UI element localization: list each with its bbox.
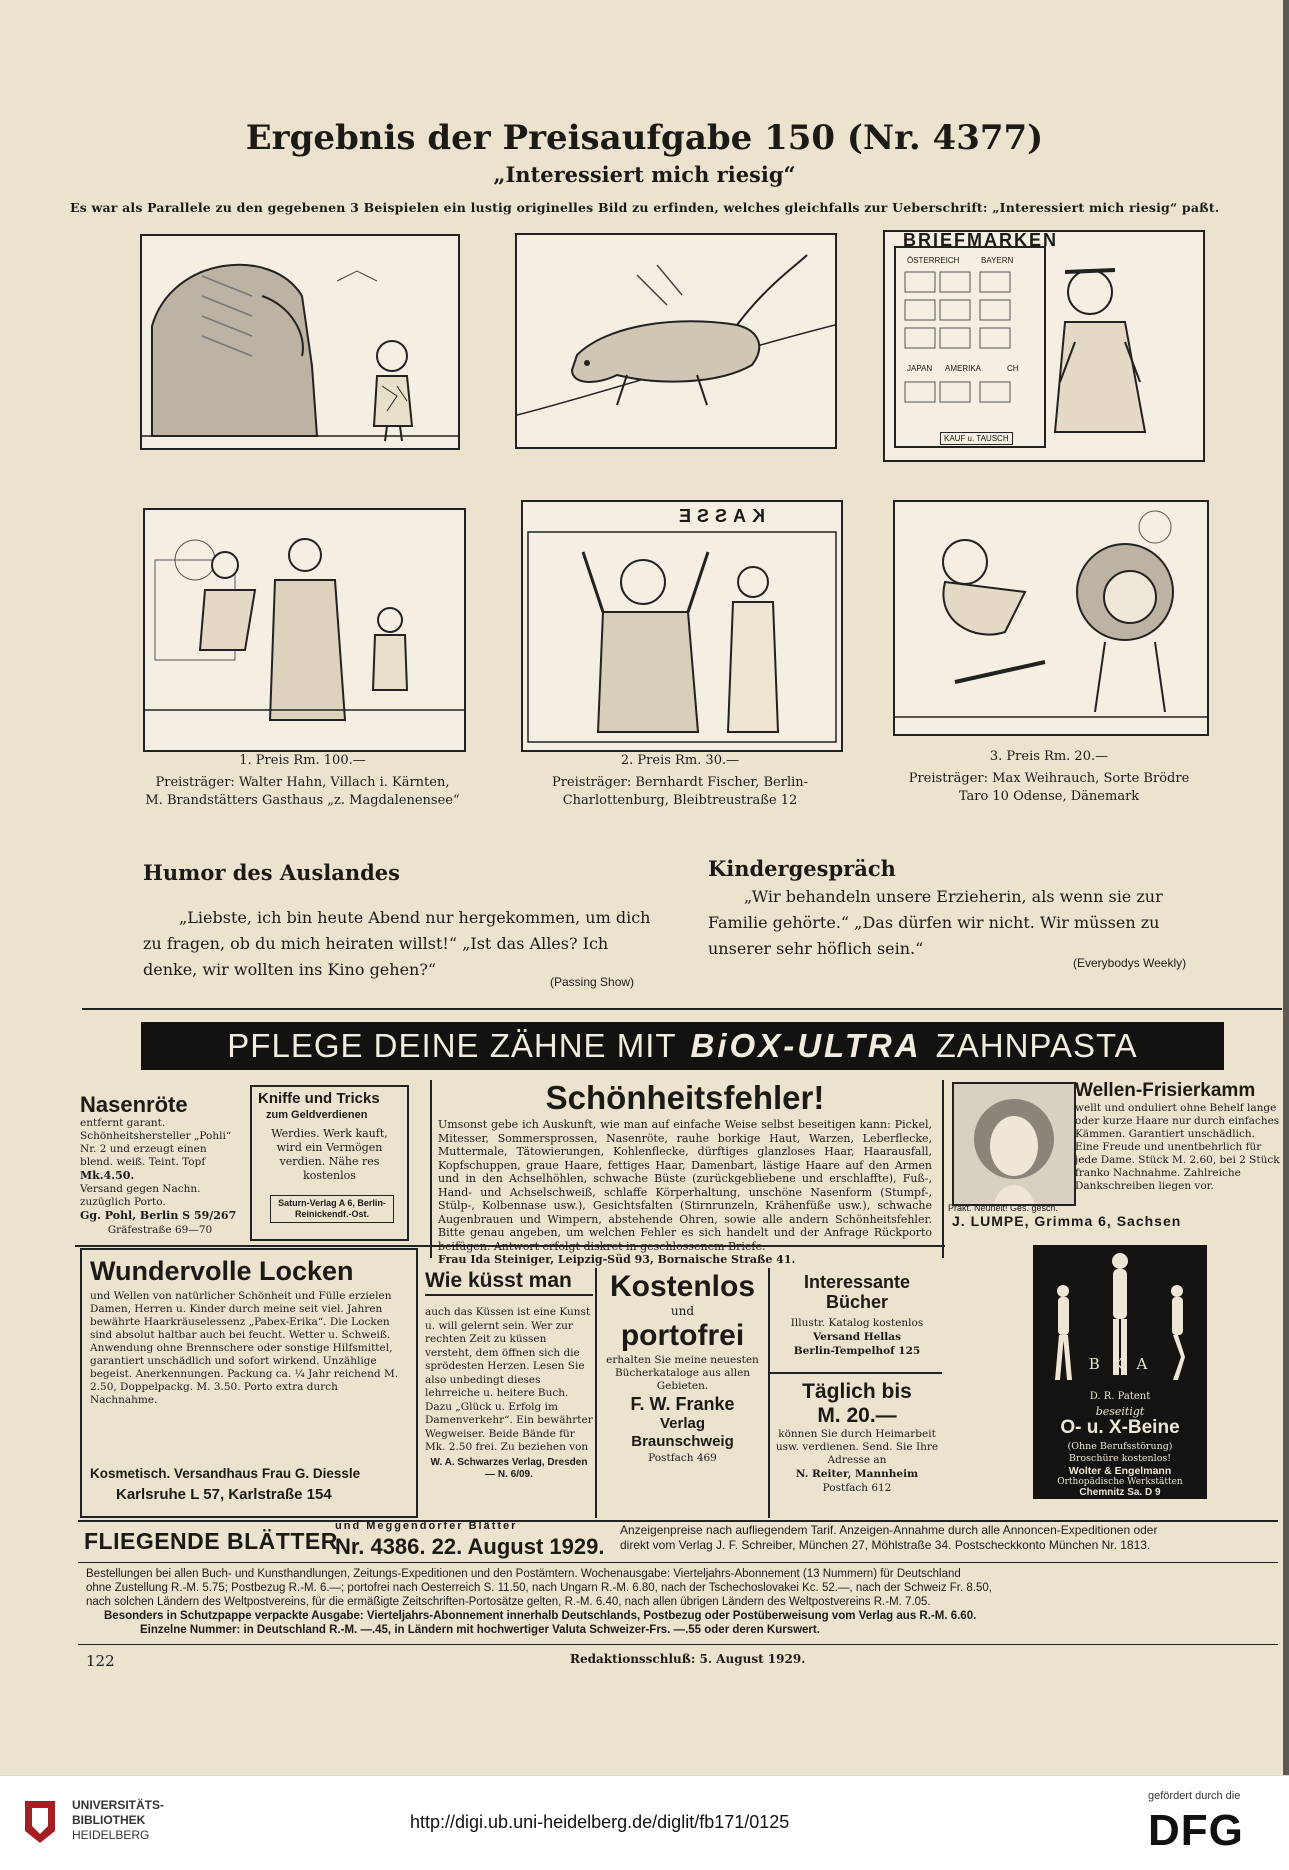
page-number: 122 — [86, 1652, 115, 1670]
beine-patent: D. R. Patent — [1089, 1391, 1151, 1402]
taeglich-box: Postfach 612 — [822, 1482, 892, 1494]
divider-top — [82, 1008, 1282, 1010]
intro-text: Es war als Parallele zu den gegebenen 3 Beispielen ein lustig originelles Bild zu erfinden, welches gleichfalls zur Ueberschrift: „Interessiert mich riesig“ paßt. — [70, 200, 1220, 215]
masthead-name: FLIEGENDE BLÄTTER — [84, 1528, 338, 1554]
library-logo-icon — [20, 1796, 60, 1846]
stamps-label-america: AMERIKA — [945, 364, 982, 373]
wellen-body: wellt und onduliert ohne Behelf lange oder kurze Haare nur durch einfaches Kämmen. Garantiert unschädlich. Eine Freude und unentbehrlich für jede Dame. Stück M. 2.60, bei 2 Stück franko Nachnahme. Zahlreiche Dankschreiben liegen vor. — [1075, 1102, 1280, 1192]
wellen-address: J. LUMPE, Grimma 6, Sachsen — [952, 1213, 1182, 1229]
library-name-3: HEIDELBERG — [72, 1828, 150, 1842]
subscription-line3: nach solchen Ländern des Weltpostvereins, für die ermäßigte Zeitschriften-Portosätze gelten, R.-M. 6.40, nach allen übrigen Ländern des Weltpostvereins R.-M. 7.05. — [86, 1596, 931, 1608]
divider-interessant — [770, 1372, 942, 1374]
winner-3-line1: Preisträger: Max Weihrauch, Sorte Brödre — [908, 771, 1190, 786]
humor-text: „Liebste, ich bin heute Abend nur hergekommen, um dich zu fragen, ob du mich heiraten willst!“ „Ist das Alles? Ich denke, wir wollten ins Kino gehen?“ — [143, 908, 651, 979]
winner-1-prize: 1. Preis Rm. 100.— — [239, 753, 366, 768]
ad-interessant — [772, 1272, 942, 1358]
interessant-address: Berlin-Tempelhof 125 — [793, 1345, 921, 1357]
beine-letters: B K A — [1088, 1355, 1152, 1373]
kuesst-body: auch das Küssen ist eine Kunst u. will gelernt sein. Wer zur rechten Zeit zu küssen versteht, dem öffnen sich die sprödesten Herzen. Lesen Sie also unbedingt dieses lehrreiche u. heitere Buch. Dazu „Glück u. Erfolg im Damenverkehr“. Ein bewährter Wegweiser. Beide Bände für Mk. 2.50 frei. Zu beziehen von — [425, 1306, 593, 1453]
funded-by: gefördert durch die — [1148, 1790, 1241, 1802]
beine-note: (Ohne Berufsstörung) — [1067, 1441, 1173, 1452]
winner-2-prize: 2. Preis Rm. 30.— — [620, 753, 740, 768]
beine-company: Wolter & Engelmann — [1068, 1465, 1172, 1477]
beine-address: Chemnitz Sa. D 9 — [1079, 1487, 1161, 1498]
kostenlos-box: Postfach 469 — [648, 1452, 717, 1464]
cartoon-cashier — [521, 500, 843, 752]
ad-taeglich — [772, 1380, 942, 1495]
stamps-label-austria: ÖSTERREICH — [907, 256, 960, 265]
stamps-label-bavaria: BAYERN — [981, 256, 1014, 265]
page-url[interactable]: http://digi.ub.uni-heidelberg.de/diglit/fb171/0125 — [410, 1812, 790, 1832]
kostenlos-body: erhalten Sie meine neuesten Bücherkataloge aus allen Gebieten. — [606, 1354, 759, 1392]
locken-body: und Wellen von natürlicher Schönheit und Fülle erzielen Damen, Herren u. Kinder durch meine seit viel. Jahren bewährte Haarkräuselessenz „Pabex-Erika“. Die Locken sind absolut haltbar auch bei feucht. Wetter u. Schweiß. Anwendung ohne Brennschere oder sonstige Hilfsmittel, garantiert unschädlich und sofort wirkend. Unzählige begeist. Anerkennungen. Packung ca. ¼ Jahr reichend M. 2.50, Doppelpackg. M. 3.50. Porto extra durch Nachnahme. — [90, 1290, 399, 1406]
wellen-tag: Prakt. Neuheit! Ges. gesch. — [948, 1203, 1059, 1213]
ad-schoenheit — [430, 1078, 940, 1267]
masthead-issue: Nr. 4386. 22. August 1929. — [335, 1534, 605, 1559]
interessant-sender: Versand Hellas — [812, 1331, 902, 1343]
ad-wellen-photo — [952, 1082, 1076, 1206]
page-title: Ergebnis der Preisaufgabe 150 (Nr. 4377) — [245, 118, 1044, 158]
nasenroete-price: Mk.4.50. — [80, 1169, 135, 1182]
viewer-footer — [0, 1775, 1289, 1870]
divider-bottom — [78, 1644, 1278, 1645]
winner-1-line2: M. Brandstätters Gasthaus „z. Magdalenensee“ — [145, 793, 460, 808]
ad-wellen — [1075, 1080, 1281, 1193]
cartoon-lion — [893, 500, 1209, 736]
stamps-sign: BRIEFMARKEN — [903, 230, 1058, 250]
ad-beine — [1033, 1245, 1207, 1499]
banner-brand: BiOX-ULTRA — [690, 1027, 922, 1064]
winner-1-line1: Preisträger: Walter Hahn, Villach i. Kärnten, — [155, 775, 450, 790]
library-name-1: UNIVERSITÄTS- — [72, 1798, 165, 1812]
ad-nasenroete — [80, 1093, 240, 1237]
beine-free: Broschüre kostenlos! — [1068, 1453, 1172, 1464]
library-name-2: BIBLIOTHEK — [72, 1813, 146, 1827]
kinder-source: (Everybodys Weekly) — [1073, 956, 1187, 970]
subscription-line5: Einzelne Nummer: in Deutschland R.-M. —.45, in Ländern mit hochwertiger Valuta Schweizer-Frs. —.55 oder deren Kurswert. — [140, 1624, 820, 1636]
winner-3-prize: 3. Preis Rm. 20.— — [989, 749, 1109, 764]
kuesst-publisher: W. A. Schwarzes Verlag, Dresden — N. 6/09. — [430, 1456, 588, 1480]
kostenlos-und: und — [670, 1304, 695, 1318]
winner-2-line2: Charlottenburg, Bleibtreustraße 12 — [562, 793, 798, 808]
stamps-label-japan: JAPAN — [907, 364, 933, 373]
ad-kuesst — [425, 1268, 593, 1481]
nasenroete-address: Gg. Pohl, Berlin S 59/267 — [80, 1209, 237, 1222]
redaktion-date: Redaktionsschluß: 5. August 1929. — [570, 1652, 806, 1666]
divider-v4 — [768, 1268, 770, 1518]
divider-mid — [75, 1245, 945, 1247]
page-subtitle: „Interessiert mich riesig“ — [493, 162, 796, 187]
divider-masthead — [78, 1520, 1278, 1522]
taeglich-title2: M. 20.— — [817, 1404, 897, 1427]
cartoon-stamps — [883, 230, 1205, 462]
locken-title: Wundervolle Locken — [90, 1256, 354, 1286]
stamps-label-ch: CH — [1007, 364, 1019, 373]
interessant-body: Illustr. Katalog kostenlos — [790, 1317, 924, 1329]
beine-type: Orthopädische Werkstätten — [1057, 1477, 1183, 1487]
banner-left: PFLEGE DEINE ZÄHNE MIT — [227, 1027, 677, 1064]
kuesst-title: Wie küsst man — [425, 1268, 593, 1296]
kniffe-title: Kniffe und Tricks — [258, 1090, 380, 1107]
kostenlos-title1: Kostenlos — [609, 1270, 756, 1303]
kniffe-body: Werdies. Werk kauft, wird ein Vermögen verdien. Nähe res kostenlos — [271, 1127, 388, 1182]
taeglich-address: N. Reiter, Mannheim — [795, 1468, 919, 1480]
divider-v3 — [595, 1268, 597, 1518]
kostenlos-publisher: F. W. Franke — [630, 1394, 735, 1414]
taeglich-body: können Sie durch Heimarbeit usw. verdienen. Send. Sie Ihre Adresse an — [775, 1428, 939, 1466]
beine-title: O- u. X-Beine — [1060, 1417, 1180, 1438]
banner-right: ZAHNPASTA — [935, 1027, 1138, 1064]
beine-beseitigt: beseitigt — [1095, 1405, 1145, 1418]
kinder-heading: Kindergespräch — [708, 856, 896, 881]
page-edge — [1283, 0, 1289, 1775]
cartoon-dog — [515, 233, 837, 449]
masthead-line2: direkt vom Verlag J. F. Schreiber, München 27, Möhlstraße 34. Postscheckkonto München Nr. 1813. — [620, 1538, 1151, 1552]
masthead-und: und Meggendorfer Blätter — [335, 1520, 518, 1532]
nasenroete-title: Nasenröte — [80, 1092, 188, 1117]
nasenroete-body: entfernt garant. Schönheitshersteller „Pohli“ Nr. 2 und erzeugt einen blend. weiß. Teint. Topf — [80, 1117, 232, 1168]
subscription-line2: ohne Zustellung R.-M. 5.75; Postbezug R.-M. 6.—; portofrei nach Oesterreich S. 11.50, nach Ungarn R.-M. 6.80, nach der Tschechoslovakei Kc. 52.—, nach der Schweiz Fr. 8.50, — [86, 1582, 992, 1594]
kostenlos-title2: portofrei — [620, 1319, 745, 1352]
wellen-title: Wellen-Frisierkamm — [1075, 1080, 1256, 1101]
divider-v2 — [942, 1080, 944, 1258]
schoenheit-body: Umsonst gebe ich Auskunft, wie man auf einfache Weise selbst beseitigen kann: Pickel, Mitesser, Sommersprossen, Nasenröte, rauhe borkige Haut, Warzen, Leberflecke, Muttermale, Tätowierungen, Kohlenflecke, dürftiges glanzloses Haar, Haarausfall, Kopfschuppen, graue Haare, fettiges Haar, Damenbart, lästige Haare auf den Armen und in den Achselhöhlen, schwache Büste (zurückgebliebene und erschlaffte), Fuß-, Hand- und Achselschweiß, schlaffe Körperhaltung, unschöne Nasenform (Stumpf-, Stülp-, Kolbennase usw.), Gesichtsfalten (Stirnrunzeln, Krähenfüße usw.), schwache Augenbrauen und Wimpern, abstehende Ohren, sowie alle andern Schönheitsfehler. Bitte genau angeben, um welchen Fehler es sich handelt und der Anfrage Rückporto — [438, 1118, 932, 1239]
humor-source: (Passing Show) — [550, 975, 635, 989]
subscription-line1: Bestellungen bei allen Buch- und Kunsthandlungen, Zeitungs-Expeditionen und den Postämtern. Wochenausgabe: Vierteljahrs-Abonnement (13 Nummern) für Deutschland — [86, 1568, 961, 1580]
kasse-sign: KASSE — [673, 506, 766, 526]
cartoon-sphinx — [140, 234, 460, 450]
ad-locken — [80, 1248, 418, 1518]
dfg-logo: DFG — [1148, 1806, 1244, 1855]
kniffe-publisher: Saturn-Verlag A 6, Berlin-Reinickendf.-Ost. — [270, 1195, 394, 1223]
portrait-woman-icon — [954, 1084, 1074, 1204]
winner-3-line2: Taro 10 Odense, Dänemark — [958, 789, 1140, 804]
subscription-line4: Besonders in Schutzpappe verpackte Ausgabe: Vierteljahrs-Abonnement innerhalb Deutschlands, Postbezug oder Postüberweisung vom Verlag aus R.-M. 6.60. — [104, 1610, 977, 1622]
nasenroete-body2: Versand gegen Nachn. zuzüglich Porto. — [80, 1183, 201, 1208]
ad-kostenlos — [600, 1270, 765, 1465]
taeglich-title1: Täglich bis — [802, 1380, 912, 1403]
masthead-line1: Anzeigenpreise nach aufliegendem Tarif. Anzeigen-Annahme durch alle Annoncen-Expeditionen oder — [620, 1523, 1158, 1537]
divider-sub — [78, 1562, 1278, 1563]
humor-heading: Humor des Auslandes — [143, 860, 400, 885]
schoenheit-title: Schönheitsfehler! — [545, 1079, 825, 1116]
locken-address: Karlsruhe L 57, Karlstraße 154 — [116, 1486, 332, 1503]
ad-kniffe — [250, 1085, 409, 1241]
kostenlos-verlag: Verlag — [659, 1415, 706, 1432]
kostenlos-city: Braunschweig — [631, 1433, 734, 1450]
nasenroete-street: Gräfestraße 69—70 — [107, 1224, 213, 1236]
interessant-title1: Interessante — [803, 1272, 911, 1292]
interessant-title2: Bücher — [825, 1292, 888, 1312]
cartoon-tutor — [143, 508, 466, 752]
schoenheit-signature: Frau Ida Steiniger, Leipzig-Süd 93, Bornaische Straße 41. — [438, 1253, 796, 1266]
stamps-tag: KAUF u. TAUSCH — [940, 432, 1013, 445]
zahnpasta-banner — [141, 1022, 1224, 1070]
locken-sender: Kosmetisch. Versandhaus Frau G. Diessle — [90, 1466, 361, 1481]
kinder-text: „Wir behandeln unsere Erzieherin, als wenn sie zur Familie gehörte.“ „Das dürfen wir nicht. Wir müssen zu unserer sehr höflich sein.“ — [708, 887, 1163, 958]
kniffe-sub: zum Geldverdienen — [266, 1109, 368, 1121]
winner-2-line1: Preisträger: Bernhardt Fischer, Berlin- — [551, 775, 809, 790]
